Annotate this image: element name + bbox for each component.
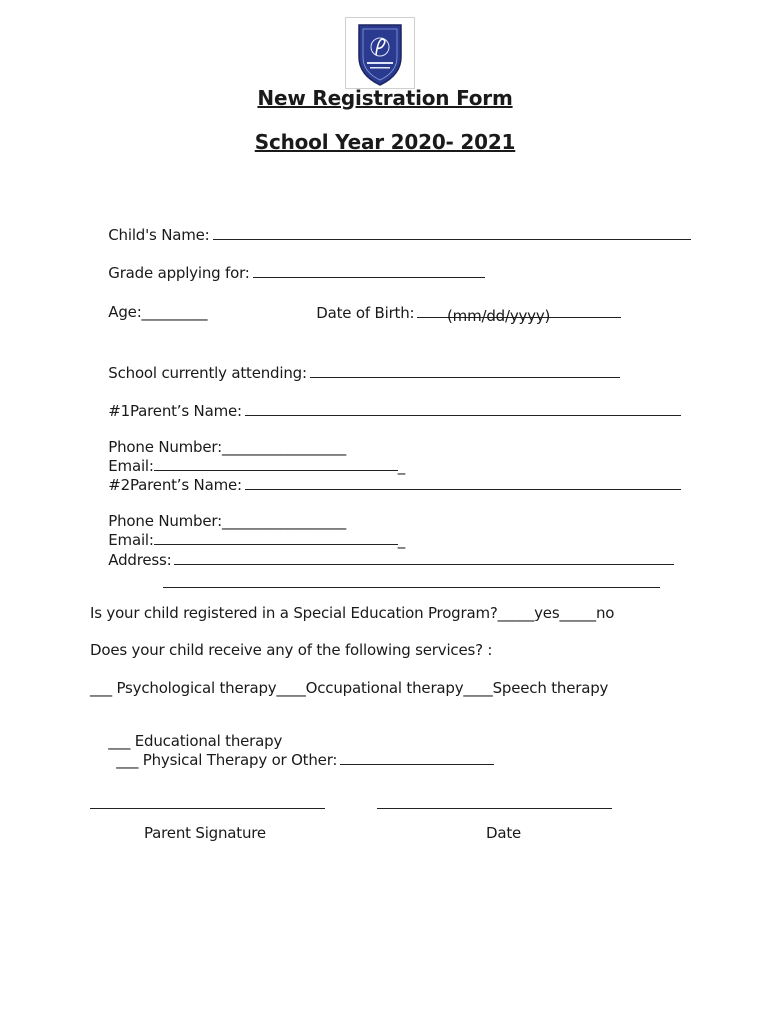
phone1-tail: _: [338, 438, 347, 456]
parent2-field[interactable]: [245, 475, 681, 490]
special-ed-question[interactable]: Is your child registered in a Special Education Program?_____yes_____no: [90, 604, 615, 622]
date-field[interactable]: [377, 807, 612, 809]
school-label: School currently attending:: [108, 364, 307, 382]
address-field-line2[interactable]: [163, 586, 660, 588]
email1-label: Email:: [108, 457, 154, 475]
child-name-field[interactable]: [213, 225, 691, 240]
parent1-field[interactable]: [245, 401, 681, 416]
age-label[interactable]: Age:________: [108, 303, 200, 321]
parent1-label: #1Parent’s Name:: [108, 402, 242, 420]
educational-therapy-option[interactable]: ___ Educational therapy: [108, 732, 283, 750]
physical-therapy-option: _ Physical Therapy or Other:: [130, 751, 338, 769]
form-title: New Registration Form: [257, 86, 513, 110]
email2-label: Email:: [108, 531, 154, 549]
other-therapy-field[interactable]: [340, 750, 494, 765]
services-options-row1[interactable]: ___ Psychological therapy____Occupational therapy____Speech therapy: [90, 679, 609, 697]
address-label: Address:: [108, 551, 172, 569]
dob-format-hint: (mm/dd/yyyy): [447, 307, 551, 325]
date-label: Date: [486, 824, 522, 842]
grade-field[interactable]: [253, 263, 485, 278]
services-options-row2: [90, 714, 494, 787]
school-crest-icon: [345, 17, 415, 89]
email1-tail: _: [397, 457, 406, 475]
child-name-label: Child's Name:: [108, 226, 210, 244]
parent-signature-field[interactable]: [90, 807, 325, 809]
parent-signature-label: Parent Signature: [144, 824, 266, 842]
email2-tail: _: [397, 531, 406, 549]
physical-therapy-blank[interactable]: __: [116, 751, 131, 769]
parent2-label: #2Parent’s Name:: [108, 476, 242, 494]
school-field[interactable]: [310, 363, 620, 378]
dob-label: Date of Birth:: [316, 304, 415, 322]
services-question: Does your child receive any of the following services? :: [90, 641, 493, 659]
school-year-heading: School Year 2020- 2021: [254, 130, 516, 154]
phone2-tail: _: [338, 512, 347, 530]
address-field-line1[interactable]: [174, 550, 674, 565]
grade-label: Grade applying for:: [108, 264, 250, 282]
age-row: [90, 285, 207, 339]
address-row: [90, 532, 674, 587]
age-tail: _: [199, 303, 208, 321]
phone1-label[interactable]: Phone Number:________________: [108, 438, 339, 456]
phone2-label[interactable]: Phone Number:________________: [108, 512, 339, 530]
